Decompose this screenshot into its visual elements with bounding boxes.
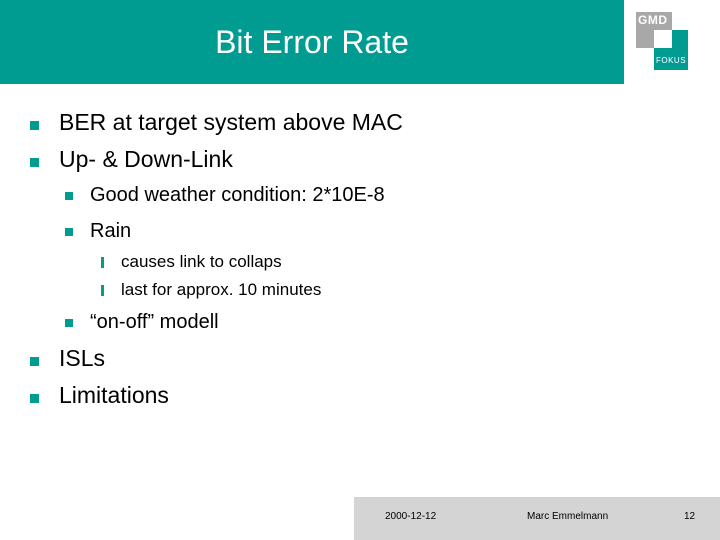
slide-footer — [354, 497, 720, 540]
bullet-square-icon — [30, 158, 39, 167]
footer-page-number: 12 — [684, 511, 696, 522]
bullet-item: ISLs — [59, 345, 106, 371]
footer-author: Marc Emmelmann — [527, 511, 609, 522]
footer-date: 2000-12-12 — [385, 511, 437, 522]
bullet-item: last for approx. 10 minutes — [121, 280, 322, 299]
bullet-square-icon — [30, 121, 39, 130]
bullet-item: Up- & Down-Link — [59, 146, 233, 172]
logo-bottom-text: FOKUS — [655, 56, 687, 65]
bullet-item: Limitations — [59, 382, 169, 408]
gmd-fokus-logo — [636, 12, 692, 70]
logo-white-square — [654, 30, 672, 48]
bullet-square-icon — [30, 394, 39, 403]
bullet-square-icon — [65, 192, 73, 200]
bullet-square-icon — [65, 319, 73, 327]
bullet-bar-icon — [101, 285, 104, 296]
bullet-square-icon — [65, 228, 73, 236]
logo-top-text: GMD — [638, 13, 668, 27]
slide-title: Bit Error Rate — [215, 24, 409, 60]
bullet-bar-icon — [101, 257, 104, 268]
bullet-item: Rain — [90, 220, 132, 242]
bullet-item: “on-off” modell — [90, 311, 219, 333]
bullet-square-icon — [30, 357, 39, 366]
bullet-item: Good weather condition: 2*10E-8 — [90, 184, 385, 206]
title-bar — [0, 0, 624, 84]
bullet-item: causes link to collaps — [121, 252, 282, 271]
bullet-item: BER at target system above MAC — [59, 109, 403, 135]
